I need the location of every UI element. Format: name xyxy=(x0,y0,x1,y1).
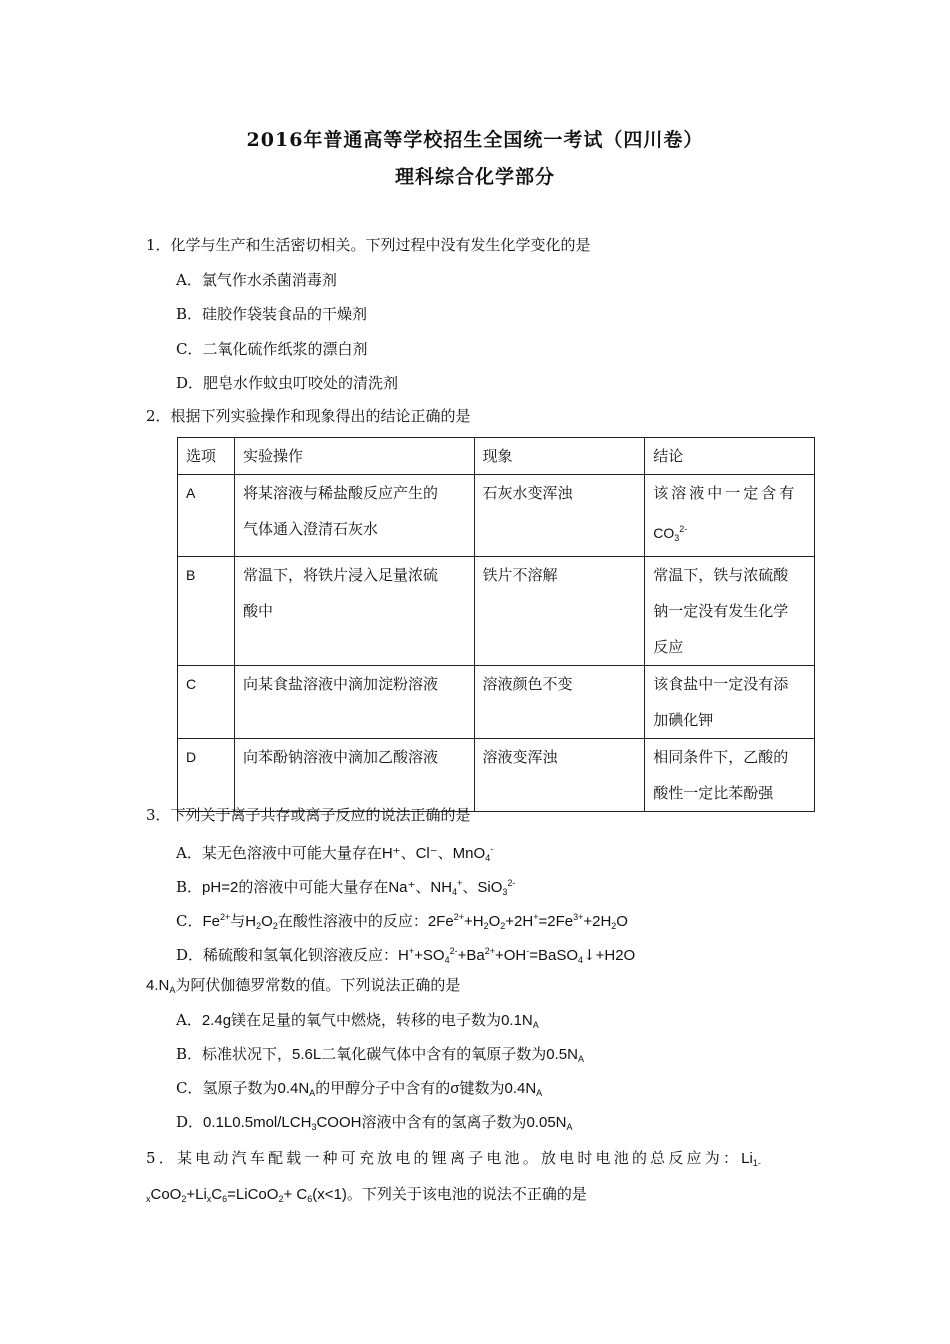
conclusion-line: 该食盐中一定没有添 xyxy=(653,675,789,693)
question-4-option-d: D．$0.1L0.5mol/LCH_3COOH$溶液中含有的氢离子数为$0.05N_A$ xyxy=(176,1113,573,1132)
option-label: B xyxy=(186,567,196,583)
table-cell xyxy=(474,557,645,666)
table-header-row xyxy=(178,438,815,475)
table-row xyxy=(178,475,815,557)
operation-line: 常温下，将铁片浸入足量浓硫 xyxy=(242,566,438,584)
table-cell xyxy=(234,739,474,812)
table-cell xyxy=(178,475,235,557)
option-label: A xyxy=(186,485,196,501)
question-5-stem-line-2: $_xCoO_2+Li_xC_6=LiCoO_2+ C_6(x<1)$。下列关于该电池的说法不正确的是 xyxy=(146,1185,587,1204)
phenomenon: 铁片不溶解 xyxy=(482,566,558,584)
table-row xyxy=(178,739,815,812)
conclusion-line: 加碘化钾 xyxy=(653,711,714,729)
conclusion-line: 酸性一定比苯酚强 xyxy=(653,784,774,802)
table-cell xyxy=(645,557,815,666)
conclusion-line: 反应 xyxy=(653,638,684,656)
operation-line: 将某溶液与稀盐酸反应产生的 xyxy=(242,484,438,502)
question-3-option-a: A．某无色溶液中可能大量存在H⁺、Cl⁻、MnO$_4$- xyxy=(176,844,494,863)
operation-line: 向苯酚钠溶液中滴加乙酸溶液 xyxy=(242,748,438,766)
table-cell xyxy=(645,666,815,739)
question-1-option-c: C．二氧化硫作纸浆的漂白剂 xyxy=(176,340,368,358)
option-label: D xyxy=(186,749,197,765)
table-cell xyxy=(645,475,815,557)
table-cell xyxy=(474,666,645,739)
question-3-stem: 3．下列关于离子共存或离子反应的说法正确的是 xyxy=(146,806,471,824)
phenomenon: 石灰水变浑浊 xyxy=(482,484,573,502)
question-1-option-d: D．肥皂水作蚊虫叮咬处的清洗剂 xyxy=(176,374,399,392)
question-3-option-d: D．稀硫酸和氢氧化钡溶液反应：$H^++SO_4^{2-}+Ba^{2+}+OH^-=BaSO_4↓+H2O$ xyxy=(176,946,636,965)
table-cell xyxy=(645,739,815,812)
question-3-option-c: C．$Fe^{2+}$与$H_2O_2$在酸性溶液中的反应：$2Fe^{2+}+H_2O_2+2H^+=2Fe^{3+}+2H_2O$ xyxy=(176,912,628,931)
page-subtitle: 理科综合化学部分 xyxy=(394,166,555,188)
question-3-option-b: B．pH=2的溶液中可能大量存在Na⁺、$NH_4^+$、SiO$_3^{2-}$ xyxy=(176,878,516,897)
question-1-option-a: A．氯气作水杀菌消毒剂 xyxy=(176,271,337,289)
conclusion-line: 常温下，铁与浓硫酸 xyxy=(653,566,789,584)
conclusion-line: 该溶液中一定含有 xyxy=(653,484,798,502)
question-4-option-a: A．2.4g镁在足量的氧气中燃烧，转移的电子数为$0.1N_A$ xyxy=(176,1011,539,1030)
conclusion-line: 钠一定没有发生化学 xyxy=(653,602,789,620)
question-4-stem: $4.N_A$为阿伏伽德罗常数的值。下列说法正确的是 xyxy=(146,976,461,995)
question-4-option-c: C．氢原子数为$0.4N_A$的甲醇分子中含有的σ键数为$0.4N_A$ xyxy=(176,1079,543,1098)
operation-line: 向某食盐溶液中滴加淀粉溶液 xyxy=(242,675,438,693)
table-header-cell: 实验操作 xyxy=(234,438,474,475)
table-cell xyxy=(474,475,645,557)
question-4-option-b: B．标准状况下，5.6L二氧化碳气体中含有的氧原子数为$0.5N_A$ xyxy=(176,1045,584,1064)
question-1-stem: 1．化学与生产和生活密切相关。下列过程中没有发生化学变化的是 xyxy=(146,236,591,254)
spacer xyxy=(243,629,466,665)
experiment-table xyxy=(177,437,815,812)
table-cell xyxy=(474,739,645,812)
table-cell xyxy=(234,557,474,666)
operation-line: 酸中 xyxy=(242,602,273,620)
phenomenon: 溶液变浑浊 xyxy=(482,748,558,766)
table-cell xyxy=(178,739,235,812)
table-header-cell: 结论 xyxy=(645,438,815,475)
question-2-stem: 2．根据下列实验操作和现象得出的结论正确的是 xyxy=(146,407,471,425)
conclusion-formula: $CO_3^{2-}$ xyxy=(653,524,688,543)
table-cell xyxy=(178,666,235,739)
table-header-cell: 选项 xyxy=(178,438,235,475)
question-5-stem-line-1: 5．某电动汽车配载一种可充放电的锂离子电池。放电时电池的总反应为：$Li_{1-}$ xyxy=(146,1149,761,1168)
table-header-cell: 现象 xyxy=(474,438,645,475)
table-row xyxy=(178,666,815,739)
operation-line: 气体通入澄清石灰水 xyxy=(242,520,378,538)
phenomenon: 溶液颜色不变 xyxy=(482,675,573,693)
conclusion-line: 相同条件下，乙酸的 xyxy=(653,748,789,766)
table-cell xyxy=(234,475,474,557)
page-title: 2016年普通高等学校招生全国统一考试（四川卷） xyxy=(246,129,704,151)
table-row xyxy=(178,557,815,666)
table-cell xyxy=(234,666,474,739)
option-label: C xyxy=(186,676,197,692)
question-1-option-b: B．硅胶作袋装食品的干燥剂 xyxy=(176,305,368,323)
table-cell xyxy=(178,557,235,666)
